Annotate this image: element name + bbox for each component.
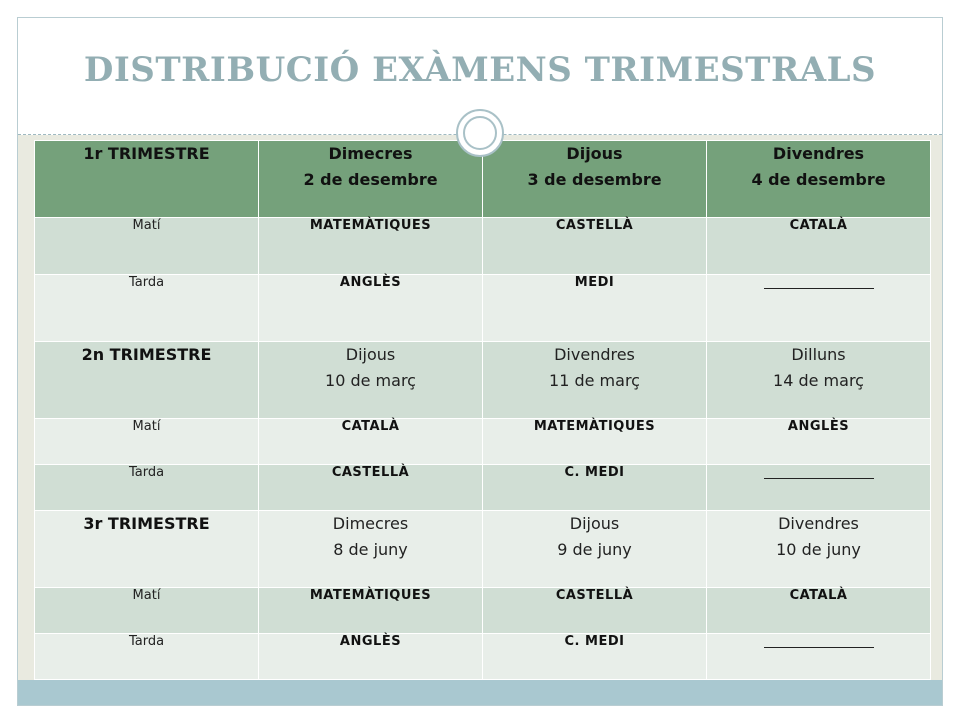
subject-cell: ANGLÈS	[259, 634, 483, 680]
subject-cell: C. MEDI	[483, 634, 707, 680]
day-weekday: Dijous	[566, 144, 623, 163]
trimester-2-tarda-row	[35, 465, 931, 511]
slot-label: Matí	[35, 419, 259, 465]
blank-line	[764, 288, 874, 289]
day-weekday: Dijous	[345, 345, 396, 364]
trimester-2-header-row	[35, 342, 931, 419]
trimester-3-mati-row	[35, 588, 931, 634]
trimester-1-tarda-row	[35, 275, 931, 342]
trimester-2-mati-row	[35, 419, 931, 465]
empty-subject-cell	[707, 275, 931, 342]
day-date: 11 de març	[549, 371, 640, 390]
bottom-band	[18, 680, 942, 705]
subject-cell: CATALÀ	[259, 419, 483, 465]
trimester-1-mati-row	[35, 218, 931, 275]
subject-cell: ANGLÈS	[707, 419, 931, 465]
blank-line	[764, 478, 874, 479]
slot-label: Tarda	[35, 634, 259, 680]
day-weekday: Divendres	[778, 514, 859, 533]
slot-label: Matí	[35, 588, 259, 634]
trimester-2-label: 2n TRIMESTRE	[35, 342, 259, 419]
trimester-1-day-2	[483, 141, 707, 218]
subject-cell: MATEMÀTIQUES	[259, 588, 483, 634]
trimester-1-label: 1r TRIMESTRE	[35, 141, 259, 218]
trimester-1-day-3	[707, 141, 931, 218]
subject-cell: MATEMÀTIQUES	[259, 218, 483, 275]
trimester-1-day-1	[259, 141, 483, 218]
day-weekday: Dijous	[569, 514, 620, 533]
trimester-3-label: 3r TRIMESTRE	[35, 511, 259, 588]
day-weekday: Dimecres	[332, 514, 409, 533]
subject-cell: CATALÀ	[707, 588, 931, 634]
subject-cell: CASTELLÀ	[483, 588, 707, 634]
ring-ornament-icon	[456, 109, 504, 157]
day-weekday: Divendres	[772, 144, 865, 163]
subject-cell: CATALÀ	[707, 218, 931, 275]
exam-schedule-table	[34, 140, 931, 680]
day-date: 9 de juny	[557, 540, 632, 559]
trimester-2-day-3	[707, 342, 931, 419]
day-weekday: Dimecres	[328, 144, 413, 163]
empty-subject-cell	[707, 634, 931, 680]
subject-cell: C. MEDI	[483, 465, 707, 511]
day-date: 4 de desembre	[751, 170, 886, 189]
trimester-2-day-1	[259, 342, 483, 419]
day-date: 2 de desembre	[303, 170, 438, 189]
empty-subject-cell	[707, 465, 931, 511]
day-date: 14 de març	[773, 371, 864, 390]
trimester-3-day-1	[259, 511, 483, 588]
day-date: 3 de desembre	[527, 170, 662, 189]
trimester-3-day-3	[707, 511, 931, 588]
day-weekday: Divendres	[554, 345, 635, 364]
blank-line	[764, 647, 874, 648]
day-date: 8 de juny	[333, 540, 408, 559]
subject-cell: MEDI	[483, 275, 707, 342]
subject-cell: ANGLÈS	[259, 275, 483, 342]
day-weekday: Dilluns	[791, 345, 846, 364]
trimester-2-day-2	[483, 342, 707, 419]
trimester-3-tarda-row	[35, 634, 931, 680]
subject-cell: CASTELLÀ	[483, 218, 707, 275]
day-date: 10 de juny	[776, 540, 861, 559]
subject-cell: MATEMÀTIQUES	[483, 419, 707, 465]
slot-label: Tarda	[35, 275, 259, 342]
page-title: DISTRIBUCIÓ EXÀMENS TRIMESTRALS	[83, 50, 877, 90]
trimester-3-day-2	[483, 511, 707, 588]
slot-label: Matí	[35, 218, 259, 275]
slot-label: Tarda	[35, 465, 259, 511]
day-date: 10 de març	[325, 371, 416, 390]
trimester-3-header-row	[35, 511, 931, 588]
subject-cell: CASTELLÀ	[259, 465, 483, 511]
